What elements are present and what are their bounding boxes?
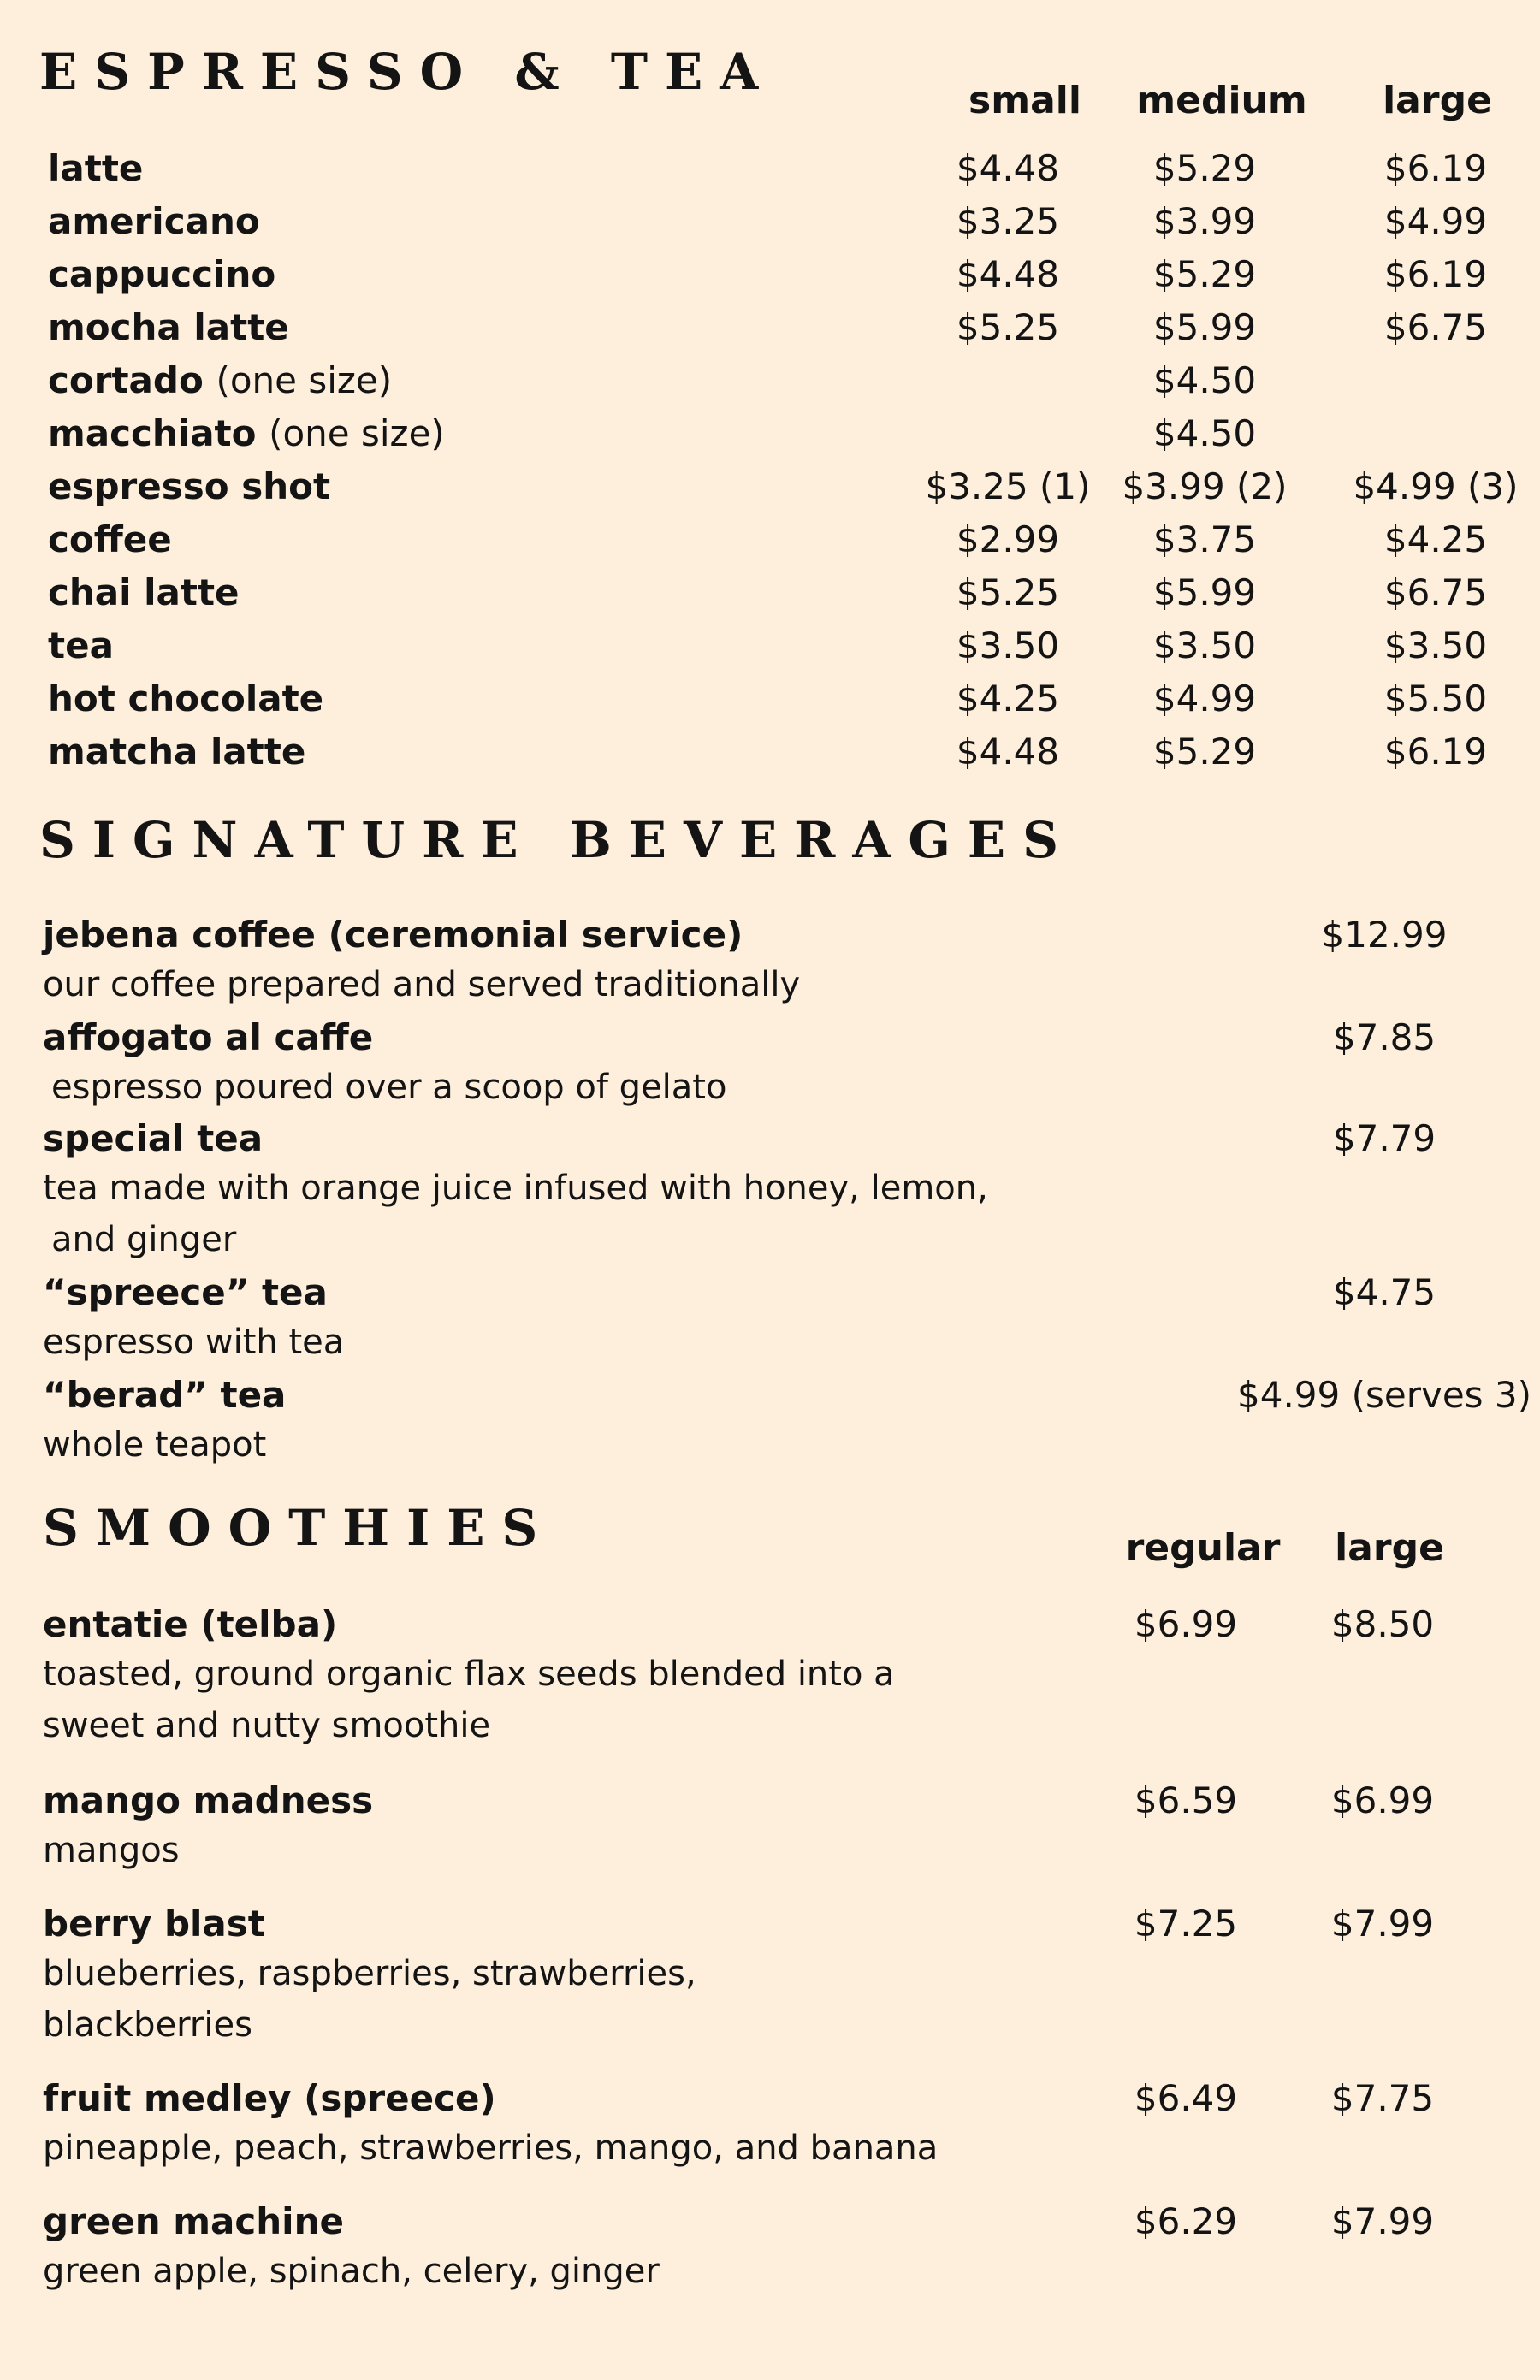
col-header-regular: regular <box>1125 1526 1281 1570</box>
price-large: $6.75 <box>1383 571 1488 613</box>
smoothie-item-name: fruit medley (spreece) <box>43 2077 496 2119</box>
item-name-text: cappuccino <box>48 253 276 295</box>
price-medium: $4.99 <box>1152 678 1257 719</box>
col-header-small: small <box>968 79 1081 122</box>
price-large: $4.99 <box>1383 200 1488 242</box>
signature-item-price: $7.85 <box>1332 1016 1436 1058</box>
price-small: $5.25 <box>956 571 1060 613</box>
item-name <box>48 359 392 401</box>
price-large: $4.99 (3) <box>1353 465 1519 507</box>
item-name <box>48 465 330 507</box>
signature-section-title: SIGNATURE BEVERAGES <box>39 811 1076 869</box>
item-name-text: mocha latte <box>48 306 289 348</box>
smoothie-item-description: green apple, spinach, celery, ginger <box>43 2252 660 2291</box>
item-size-note: (one size) <box>269 412 445 454</box>
signature-item-name: “spreece” tea <box>43 1271 328 1313</box>
smoothie-item-description: sweet and nutty smoothie <box>43 1706 491 1745</box>
item-name-text: macchiato <box>48 412 257 454</box>
signature-item-price: $7.79 <box>1332 1117 1436 1159</box>
signature-item-description: our coffee prepared and served traditionally <box>43 965 801 1004</box>
price-regular: $6.99 <box>1134 1603 1238 1645</box>
smoothie-item-description: pineapple, peach, strawberries, mango, and banana <box>43 2128 939 2168</box>
price-large: $4.25 <box>1383 518 1488 560</box>
signature-item-name: special tea <box>43 1117 264 1159</box>
price-small: $2.99 <box>956 518 1060 560</box>
smoothie-item-name: entatie (telba) <box>43 1603 338 1645</box>
price-large: $6.19 <box>1383 147 1488 189</box>
price-large: $7.99 <box>1330 1903 1435 1945</box>
price-large: $5.50 <box>1383 678 1488 719</box>
item-name <box>48 518 172 560</box>
smoothie-item-description: blueberries, raspberries, strawberries, <box>43 1954 696 1993</box>
col-header-medium: medium <box>1136 79 1307 122</box>
espresso-section-title: ESPRESSO & TEA <box>39 43 776 101</box>
price-large: $7.99 <box>1330 2200 1435 2242</box>
item-name-text: americano <box>48 200 260 242</box>
price-medium: $3.99 (2) <box>1122 465 1288 507</box>
item-name-text: matcha latte <box>48 731 306 773</box>
smoothie-item-description: toasted, ground organic flax seeds blended into a <box>43 1655 895 1694</box>
item-name-text: latte <box>48 147 144 189</box>
col-header-smoothie-large: large <box>1335 1526 1444 1570</box>
price-large: $6.19 <box>1383 731 1488 773</box>
signature-item-price: $12.99 <box>1321 914 1448 956</box>
price-large: $3.50 <box>1383 625 1488 666</box>
item-name <box>48 412 445 454</box>
signature-item-description: espresso with tea <box>43 1323 345 1362</box>
smoothie-item-name: green machine <box>43 2200 344 2242</box>
price-medium: $5.29 <box>1152 147 1257 189</box>
item-size-note: (one size) <box>216 359 393 401</box>
item-name-text: chai latte <box>48 571 240 613</box>
item-name-text: hot chocolate <box>48 678 324 719</box>
item-name <box>48 253 275 295</box>
col-header-large: large <box>1383 79 1492 122</box>
item-name <box>48 306 289 348</box>
item-name-text: coffee <box>48 518 172 560</box>
price-regular: $7.25 <box>1134 1903 1238 1945</box>
price-large: $6.75 <box>1383 306 1488 348</box>
price-large: $7.75 <box>1330 2077 1435 2119</box>
smoothie-item-name: berry blast <box>43 1903 265 1945</box>
price-medium: $4.50 <box>1152 412 1257 454</box>
signature-item-price: $4.75 <box>1332 1271 1436 1313</box>
price-medium: $3.75 <box>1152 518 1257 560</box>
price-medium: $3.99 <box>1152 200 1257 242</box>
item-name <box>48 200 260 242</box>
price-medium: $5.99 <box>1152 571 1257 613</box>
price-small: $5.25 <box>956 306 1060 348</box>
item-name <box>48 678 323 719</box>
price-medium: $5.99 <box>1152 306 1257 348</box>
item-name <box>48 571 240 613</box>
item-name-text: tea <box>48 625 114 666</box>
signature-item-name: jebena coffee (ceremonial service) <box>43 914 743 956</box>
price-large: $6.19 <box>1383 253 1488 295</box>
signature-item-description: and ginger <box>51 1220 237 1259</box>
smoothie-item-name: mango madness <box>43 1779 374 1821</box>
item-name-text: cortado <box>48 359 204 401</box>
price-large: $6.99 <box>1330 1779 1435 1821</box>
price-small: $3.25 <box>956 200 1060 242</box>
signature-item-description: tea made with orange juice infused with honey, lemon, <box>43 1169 988 1208</box>
signature-item-description: espresso poured over a scoop of gelato <box>51 1068 727 1107</box>
price-small: $3.25 (1) <box>925 465 1091 507</box>
price-regular: $6.49 <box>1134 2077 1238 2119</box>
smoothie-item-description: mangos <box>43 1831 180 1870</box>
item-name-text: espresso shot <box>48 465 331 507</box>
signature-item-name: affogato al caffe <box>43 1016 374 1058</box>
price-regular: $6.59 <box>1134 1779 1238 1821</box>
price-medium: $3.50 <box>1152 625 1257 666</box>
price-large: $8.50 <box>1330 1603 1435 1645</box>
item-name <box>48 731 305 773</box>
signature-item-name: “berad” tea <box>43 1374 287 1416</box>
signature-item-price: $4.99 (serves 3) <box>1237 1374 1531 1416</box>
price-small: $4.48 <box>956 731 1060 773</box>
price-regular: $6.29 <box>1134 2200 1238 2242</box>
smoothie-item-description: blackberries <box>43 2005 252 2045</box>
price-small: $4.48 <box>956 253 1060 295</box>
item-name <box>48 147 143 189</box>
signature-item-description: whole teapot <box>43 1425 267 1465</box>
price-small: $3.50 <box>956 625 1060 666</box>
item-name <box>48 625 114 666</box>
price-small: $4.25 <box>956 678 1060 719</box>
smoothies-section-title: SMOOTHIES <box>43 1499 555 1557</box>
price-small: $4.48 <box>956 147 1060 189</box>
price-medium: $5.29 <box>1152 253 1257 295</box>
price-medium: $4.50 <box>1152 359 1257 401</box>
price-medium: $5.29 <box>1152 731 1257 773</box>
